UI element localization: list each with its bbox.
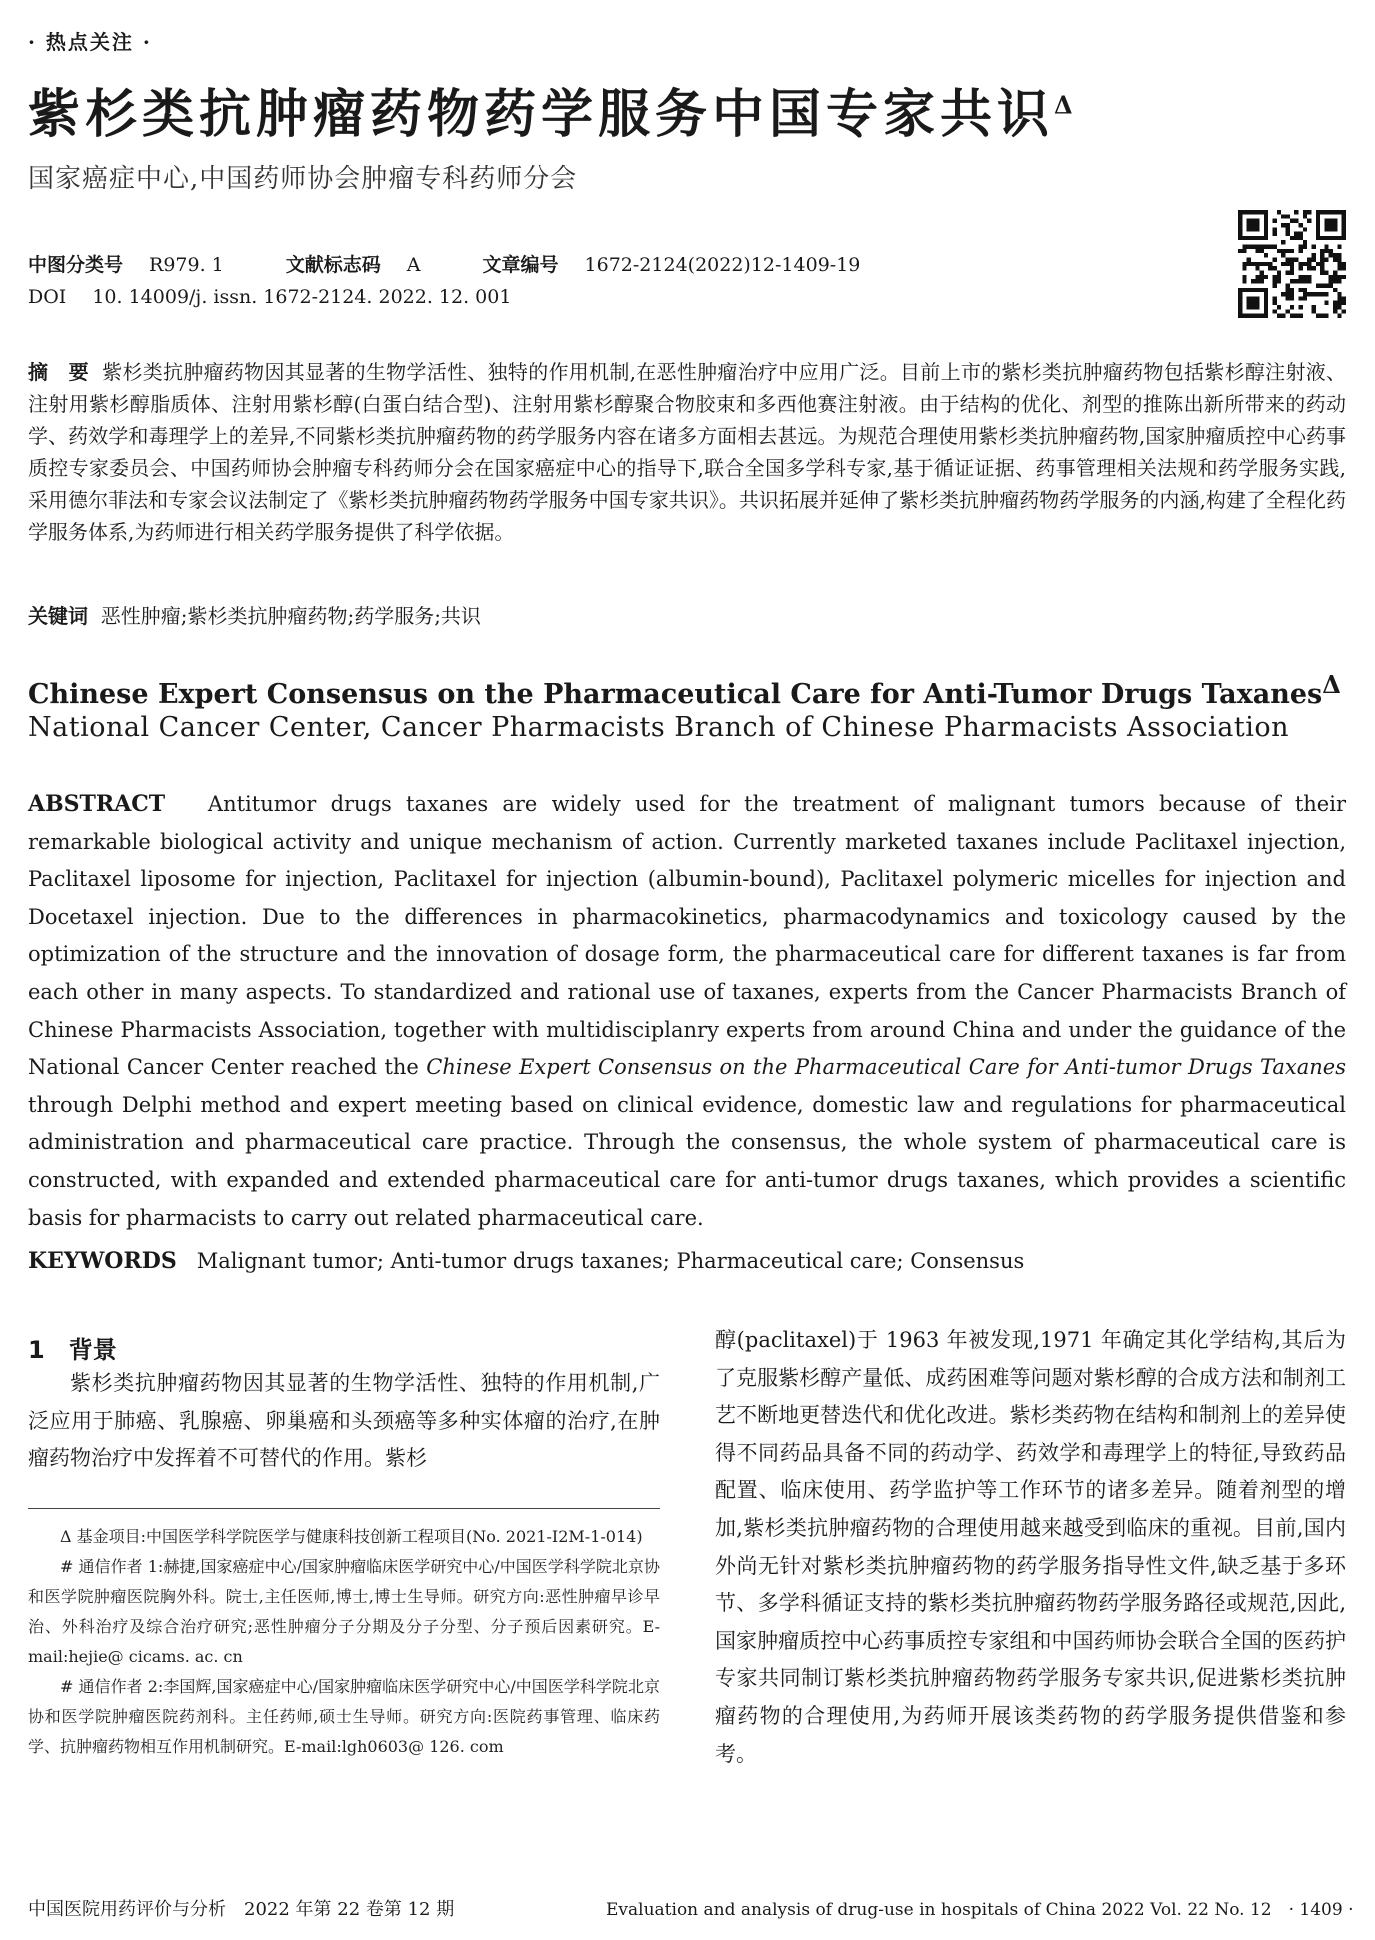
abstract-en-text-1: Antitumor drugs taxanes are widely used for the treatment of malignant tumors because of their remarkable biological activity and unique mechanism of action. Currently marketed taxanes include Paclitaxel injection, Paclitaxel liposome for injection, Paclitaxel for injection (albumin-bound), Paclitaxel polymeric micelles for injection and Docetaxel injection. Due to the differences in pharmacokinetics, pharmacodynamics and toxicology caused by the optimization of the structure and the innovation of dosage form, the pharmaceutical care for different taxanes is far from each other in many aspects. To standardized and rational use of taxanes, experts from the Cancer Pharmacists Branch of Chinese Pharmacists Association, together with multidisciplanry experts from around China and under the guidance of the National Cancer Center reached the (28, 792, 1346, 1080)
abstract-cn-text: 紫杉类抗肿瘤药物因其显著的生物学活性、独特的作用机制,在恶性肿瘤治疗中应用广泛。目前上市的紫杉类抗肿瘤药物包括紫杉醇注射液、注射用紫杉醇脂质体、注射用紫杉醇(白蛋白结合型)、注射用紫杉醇聚合物胶束和多西他赛注射液。由于结构的优化、剂型的推陈出新所带来的药动学、药效学和毒理学上的差异,不同紫杉类抗肿瘤药物的药学服务内容在诸多方面相去甚远。为规范合理使用紫杉类抗肿瘤药物,国家肿瘤质控中心药事质控专家委员会、中国药师协会肿瘤专科药师分会在国家癌症中心的指导下,联合全国多学科专家,基于循证证据、药事管理相关法规和药学服务实践,采用德尔菲法和专家会议法制定了《紫杉类抗肿瘤药物药学服务中国专家共识》。共识拓展并延伸了紫杉类抗肿瘤药物药学服务的内涵,构建了全程化药学服务体系,为药师进行相关药学服务提供了科学依据。 (28, 360, 1347, 544)
footnote-divider (28, 1508, 660, 1509)
keywords-en (28, 1248, 1024, 1274)
keywords-cn-text: 恶性肿瘤;紫杉类抗肿瘤药物;药学服务;共识 (100, 604, 481, 628)
body-paragraph-left: 紫杉类抗肿瘤药物因其显著的生物学活性、独特的作用机制,广泛应用于肺癌、乳腺癌、卵巢癌和头颈癌等多种实体瘤的治疗,在肿瘤药物治疗中发挥着不可替代的作用。紫杉 (28, 1371, 660, 1471)
body-column-right (715, 1322, 1346, 1773)
abstract-en (28, 786, 1346, 1237)
abstract-en-label: ABSTRACT (28, 791, 166, 817)
english-title-text: Chinese Expert Consensus on the Pharmaceutical Care for Anti-Tumor Drugs Taxanes (28, 679, 1323, 710)
journal-footer-en: Evaluation and analysis of drug-use in hospitals of China 2022 Vol. 22 No. 12 · 1409 · (606, 1900, 1354, 1920)
article-no-label: 文章编号 (482, 254, 559, 276)
clc-value: R979. 1 (149, 254, 224, 276)
abstract-en-italic-title: Chinese Expert Consensus on the Pharmaceutical Care for Anti-tumor Drugs Taxanes (426, 1055, 1346, 1080)
body-paragraph-right: 醇(paclitaxel)于 1963 年被发现,1971 年确定其化学结构,其后为了克服紫杉醇产量低、成药困难等问题对紫杉醇的合成方法和制剂工艺不断地更替迭代和优化改进。紫杉类药物在结构和制剂上的差异使得不同药品具备不同的药动学、药效学和毒理学上的特征,导致药品配置、临床使用、药学监护等工作环节的诸多差异。随着剂型的增加,紫杉类抗肿瘤药物的合理使用越来越受到临床的重视。目前,国内外尚无针对紫杉类抗肿瘤药物的药学服务指导性文件,缺乏基于多环节、多学科循证支持的紫杉类抗肿瘤药物药学服务路径或规范,因此,国家肿瘤质控中心药事质控专家组和中国药师协会联合全国的医药护专家共同制订紫杉类抗肿瘤药物药学服务专家共识,促进紫杉类抗肿瘤药物的合理使用,为药师开展该类药物的药学服务提供借鉴和参考。 (715, 1328, 1346, 1766)
keywords-cn-label: 关键词 (28, 604, 88, 628)
section-tag: · 热点关注 · (28, 30, 152, 54)
title-text: 紫杉类抗肿瘤药物药学服务中国专家共识 (28, 84, 1055, 145)
abstract-cn-label: 摘 要 (28, 360, 89, 384)
footnote-corresponding-1: # 通信作者 1:赫捷,国家癌症中心/国家肿瘤临床医学研究中心/中国医学科学院北京协和医学院肿瘤医院胸外科。院士,主任医师,博士,博士生导师。研究方向:恶性肿瘤早诊早治、外科治疗及综合治疗研究;恶性肿瘤分子分期及分子分型、分子预后因素研究。E-mail:hejie@ cicams. ac. cn (28, 1557, 660, 1666)
footnote-fund: Δ 基金项目:中国医学科学院医学与健康科技创新工程项目(No. 2021-I2M-1-014) (60, 1527, 643, 1546)
qr-code-icon (1238, 210, 1346, 318)
section-heading-background: 1 背景 (28, 1336, 117, 1364)
abstract-cn (28, 356, 1346, 548)
doc-code-label: 文献标志码 (285, 254, 381, 276)
clc-label: 中图分类号 (28, 254, 124, 276)
title-fund-mark: Δ (1054, 90, 1078, 120)
english-title (28, 670, 1341, 710)
keywords-en-label: KEYWORDS (28, 1248, 177, 1274)
keywords-cn (28, 600, 481, 629)
page-title (28, 72, 1078, 147)
doi-line (28, 286, 511, 308)
journal-footer-cn: 中国医院用药评价与分析 2022 年第 22 卷第 12 期 (28, 1899, 455, 1920)
english-title-fund-mark: Δ (1322, 670, 1341, 699)
keywords-en-text: Malignant tumor; Anti-tumor drugs taxanes; Pharmaceutical care; Consensus (196, 1249, 1025, 1273)
classification-line (28, 250, 860, 277)
body-column-left (28, 1365, 660, 1478)
doc-code-value: A (406, 254, 421, 276)
doi-value: 10. 14009/j. issn. 1672-2124. 2022. 12. 001 (92, 286, 512, 308)
footnotes (28, 1522, 660, 1762)
authors-en: National Cancer Center, Cancer Pharmacists Branch of Chinese Pharmacists Association (28, 712, 1289, 743)
abstract-en-text-2: through Delphi method and expert meeting based on clinical evidence, domestic law and regulations for pharmaceutical administration and pharmaceutical care practice. Through the consensus, the whole system of pharmaceutical care is constructed, with expanded and extended pharmaceutical care for anti-tumor drugs taxanes, which provides a scientific basis for pharmacists to carry out related pharmaceutical care. (28, 1092, 1346, 1230)
article-no-value: 1672-2124(2022)12-1409-19 (584, 254, 861, 276)
authors-cn: 国家癌症中心,中国药师协会肿瘤专科药师分会 (28, 164, 578, 194)
doi-label: DOI (28, 286, 67, 308)
footnote-corresponding-2: # 通信作者 2:李国辉,国家癌症中心/国家肿瘤临床医学研究中心/中国医学科学院北京协和医学院肿瘤医院药剂科。主任药师,硕士生导师。研究方向:医院药事管理、临床药学、抗肿瘤药物相互作用机制研究。E-mail:lgh0603@ 126. com (28, 1677, 660, 1756)
